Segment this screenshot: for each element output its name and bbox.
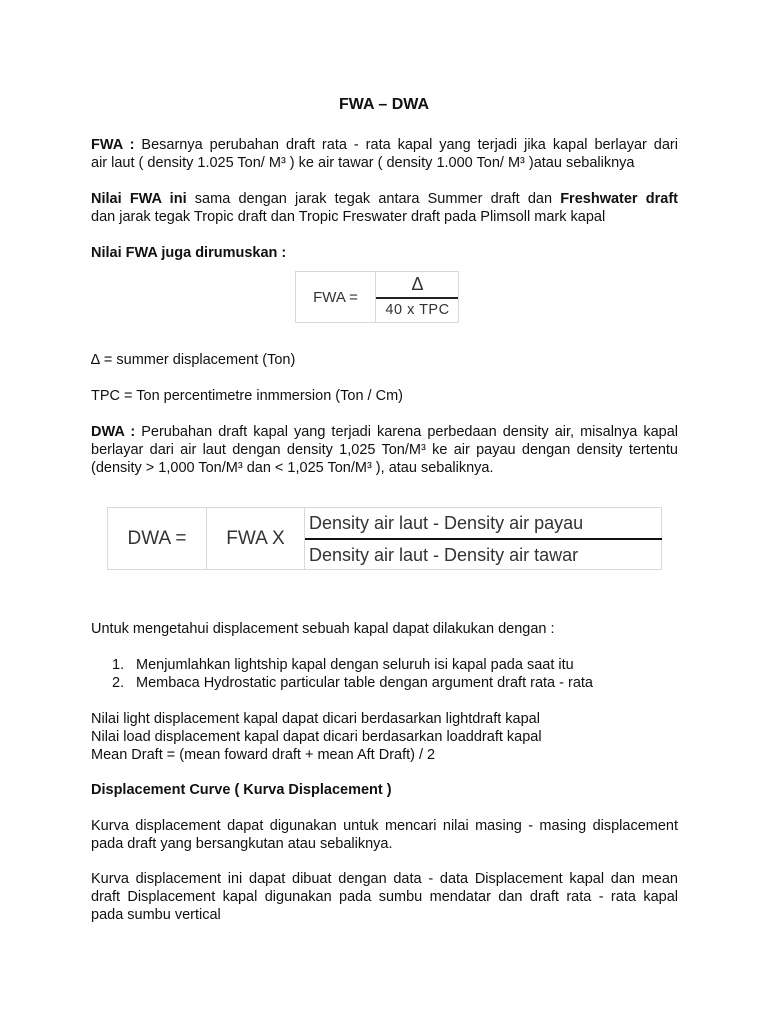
- fwa-formula: [295, 271, 459, 323]
- curve-paragraph-2: Kurva displacement ini dapat dibuat dengan data - data Displacement kapal dan mean draft Displacement kapal digunakan pada sumbu mendatar dan draft rata - rata kapal pada sumbu vertical: [91, 871, 678, 923]
- note-line: Nilai load displacement kapal dapat dicari berdasarkan loaddraft kapal: [91, 729, 542, 745]
- list-item: 1. Menjumlahkan lightship kapal dengan seluruh isi kapal pada saat itu: [112, 657, 574, 673]
- dwa-formula-lhs: DWA =: [108, 508, 207, 569]
- fwa-formula-denominator: 40 x TPC: [385, 302, 450, 318]
- dwa-formula-numerator: Density air laut - Density air payau: [309, 513, 584, 533]
- fwa-formula-heading: Nilai FWA juga dirumuskan :: [91, 245, 287, 261]
- curve-paragraph-1: Kurva displacement dapat digunakan untuk mencari nilai masing - masing displacement pada draft yang bersangkutan atau sebaliknya.: [91, 818, 678, 852]
- curve-heading: Displacement Curve ( Kurva Displacement ): [91, 782, 392, 798]
- fwa-formula-lhs: FWA =: [296, 272, 376, 322]
- tpc-definition: TPC = Ton percentimetre inmmersion (Ton / Cm): [91, 388, 403, 404]
- page-title: FWA – DWA: [338, 96, 430, 113]
- note-line: Mean Draft = (mean foward draft + mean Aft Draft) / 2: [91, 747, 436, 763]
- delta-definition: ∆ = summer displacement (Ton): [91, 352, 296, 368]
- fwa-formula-numerator: Δ: [411, 274, 424, 294]
- fwa-definition: FWA : Besarnya perubahan draft rata - rata kapal yang terjadi jika kapal berlayar dari air laut ( density 1.025 Ton/ M³ ) ke air tawar ( density 1.000 Ton/ M³ )atau sebaliknya: [91, 137, 678, 171]
- fraction-bar: [376, 297, 458, 299]
- fraction-bar: [305, 538, 662, 540]
- dwa-formula-denominator: Density air laut - Density air tawar: [309, 545, 579, 565]
- dwa-formula: [107, 507, 662, 570]
- dwa-definition: DWA : Perubahan draft kapal yang terjadi karena perbedaan density air, misalnya kapal berlayar dari air laut dengan density 1,025 Ton/M³ ke air payau dengan density tertentu (density > 1,000 Ton/M³ dan < 1,025 Ton/M³ ), atau sebaliknya.: [91, 424, 679, 476]
- fwa-value-label: Nilai FWA ini: [91, 191, 187, 207]
- displacement-notes: [91, 710, 678, 764]
- displacement-intro: Untuk mengetahui displacement sebuah kapal dapat dilakukan dengan :: [91, 621, 555, 637]
- list-item: 2. Membaca Hydrostatic particular table dengan argument draft rata - rata: [112, 675, 593, 691]
- freshwater-draft-term: Freshwater draft: [560, 191, 678, 207]
- fwa-value-paragraph: Nilai FWA ini sama dengan jarak tegak antara Summer draft dan Freshwater draft dan jarak tegak Tropic draft dan Tropic Freswater draft pada Plimsoll mark kapal: [91, 191, 678, 225]
- fwa-label: FWA :: [91, 137, 135, 153]
- note-line: Nilai light displacement kapal dapat dicari berdasarkan lightdraft kapal: [91, 711, 540, 727]
- dwa-formula-factor: FWA X: [207, 508, 305, 569]
- methods-list: [112, 656, 672, 692]
- dwa-label: DWA :: [91, 424, 136, 440]
